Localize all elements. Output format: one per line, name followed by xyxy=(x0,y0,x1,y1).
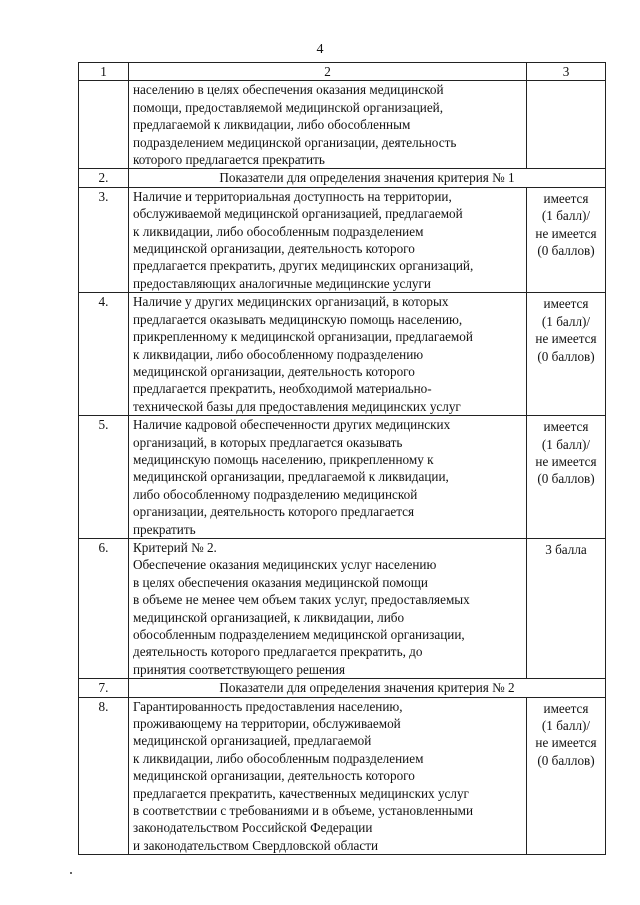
score-line: (1 балл)/ xyxy=(541,208,591,224)
description-line: населению в целях обеспечения оказания медицинской xyxy=(133,82,444,98)
description-line: либо обособленному подразделению медицинской xyxy=(133,486,418,502)
description-line: предлагается оказывать медицинскую помощь населению, xyxy=(133,311,463,327)
score-line: (1 балл)/ xyxy=(541,313,591,329)
score-line: (1 балл)/ xyxy=(541,718,591,734)
row-number: 2. xyxy=(79,169,129,187)
score-line: не имеется xyxy=(535,453,597,469)
criterion-score xyxy=(527,293,606,416)
table-row xyxy=(79,538,606,678)
section-heading: Показатели для определения значения критерия № 1 xyxy=(129,169,606,187)
score-line: 3 балла xyxy=(545,541,587,557)
criterion-score xyxy=(527,416,606,539)
table-row xyxy=(79,416,606,539)
description-line: предлагается прекратить, других медицинских организаций, xyxy=(133,258,474,274)
description-line: проживающему на территории, обслуживаемой xyxy=(133,716,401,732)
page-number: 4 xyxy=(316,42,324,57)
row-number: 8. xyxy=(79,697,129,855)
description-line: предлагается прекратить, качественных медицинских услуг xyxy=(133,785,469,801)
description-line: организации, деятельность которого предлагается xyxy=(133,504,415,520)
description-line: законодательством Российской Федерации xyxy=(133,820,373,836)
score-line: имеется xyxy=(543,190,589,206)
criterion-score xyxy=(527,81,606,169)
description-line: Наличие и территориальная доступность на территории, xyxy=(133,188,452,204)
criterion-description xyxy=(129,697,527,855)
table-row xyxy=(79,169,606,187)
row-number: 3. xyxy=(79,187,129,292)
description-line: деятельность которого предлагается прекратить, до xyxy=(133,644,423,660)
description-line: медицинской организации, деятельность которого xyxy=(133,768,415,784)
criteria-table xyxy=(78,62,606,855)
row-number: 4. xyxy=(79,293,129,416)
description-line: Наличие кадровой обеспеченности других медицинских xyxy=(133,417,451,433)
description-line: организаций, в которых предлагается оказывать xyxy=(133,434,403,450)
criterion-description xyxy=(129,538,527,678)
score-line: не имеется xyxy=(535,735,597,751)
row-number: 7. xyxy=(79,679,129,697)
description-line: помощи, предоставляемой медицинской организацией, xyxy=(133,99,444,115)
description-line: Наличие у других медицинских организаций, в которых xyxy=(133,294,449,310)
description-line: технической базы для предоставления медицинских услуг xyxy=(133,398,461,414)
stray-mark xyxy=(70,872,72,874)
description-line: Критерий № 2. xyxy=(133,539,217,555)
description-line: Обеспечение оказания медицинских услуг населению xyxy=(133,557,437,573)
description-line: предоставляющих аналогичные медицинские услуги xyxy=(133,275,431,291)
criterion-description xyxy=(129,81,527,169)
description-line: обслуживаемой медицинской организацией, предлагаемой xyxy=(133,206,463,222)
description-line: к ликвидации, либо обособленным подразделением xyxy=(133,750,424,766)
description-line: к ликвидации, либо обособленному подразделению xyxy=(133,346,424,362)
criterion-score xyxy=(527,187,606,292)
criterion-score xyxy=(527,697,606,855)
score-line: имеется xyxy=(543,700,589,716)
description-line: обособленным подразделением медицинской организации, xyxy=(133,627,465,642)
table-header-row xyxy=(79,63,606,81)
description-line: в целях обеспечения оказания медицинской помощи xyxy=(133,574,428,590)
description-line: которого предлагается прекратить xyxy=(133,152,325,168)
score-line: (0 баллов) xyxy=(537,752,595,768)
row-number xyxy=(79,81,129,169)
score-line: не имеется xyxy=(535,225,597,241)
column-header: 1 xyxy=(79,63,129,81)
description-line: прекратить xyxy=(133,521,196,537)
score-line: (0 баллов) xyxy=(537,243,595,259)
description-line: и законодательством Свердловской области xyxy=(133,837,379,853)
row-number: 5. xyxy=(79,416,129,539)
score-line: (0 баллов) xyxy=(537,471,595,487)
table-row xyxy=(79,187,606,292)
description-line: подразделением медицинской организации, деятельность xyxy=(133,134,457,150)
description-line: предлагается прекратить, необходимой материально- xyxy=(133,381,432,397)
column-header: 2 xyxy=(129,63,527,81)
score-line: имеется xyxy=(543,419,589,435)
score-line: (0 баллов) xyxy=(537,348,595,364)
table-row xyxy=(79,293,606,416)
description-line: медицинскую помощь населению, прикрепленному к xyxy=(133,451,434,467)
score-line: (1 балл)/ xyxy=(541,436,591,452)
table-row xyxy=(79,679,606,697)
description-line: к ликвидации, либо обособленным подразделением xyxy=(133,223,424,239)
description-line: медицинской организацией, предлагаемой xyxy=(133,733,372,749)
score-line: не имеется xyxy=(535,331,597,347)
description-line: в соответствии с требованиями и в объеме, установленными xyxy=(133,803,474,819)
description-line: медицинской организации, деятельность которого xyxy=(133,363,415,379)
description-line: предлагаемой к ликвидации, либо обособленным xyxy=(133,117,411,133)
table-row xyxy=(79,81,606,169)
description-line: в объеме не менее чем объем таких услуг, предоставляемых xyxy=(133,592,470,608)
table-row xyxy=(79,697,606,855)
criterion-description xyxy=(129,293,527,416)
criteria-table-body xyxy=(79,63,606,855)
description-line: принятия соответствующего решения xyxy=(133,661,346,677)
description-line: Гарантированность предоставления населению, xyxy=(133,698,403,714)
description-line: медицинской организацией, к ликвидации, либо xyxy=(133,609,405,625)
description-line: медицинской организации, предлагаемой к ликвидации, xyxy=(133,469,449,485)
criterion-description xyxy=(129,187,527,292)
criterion-description xyxy=(129,416,527,539)
description-line: прикрепленному к медицинской организации, предлагаемой xyxy=(133,329,473,345)
description-line: медицинской организации, деятельность которого xyxy=(133,241,415,257)
score-line: имеется xyxy=(543,296,589,312)
criterion-score xyxy=(527,538,606,678)
column-header: 3 xyxy=(527,63,606,81)
section-heading: Показатели для определения значения критерия № 2 xyxy=(129,679,606,697)
row-number: 6. xyxy=(79,538,129,678)
